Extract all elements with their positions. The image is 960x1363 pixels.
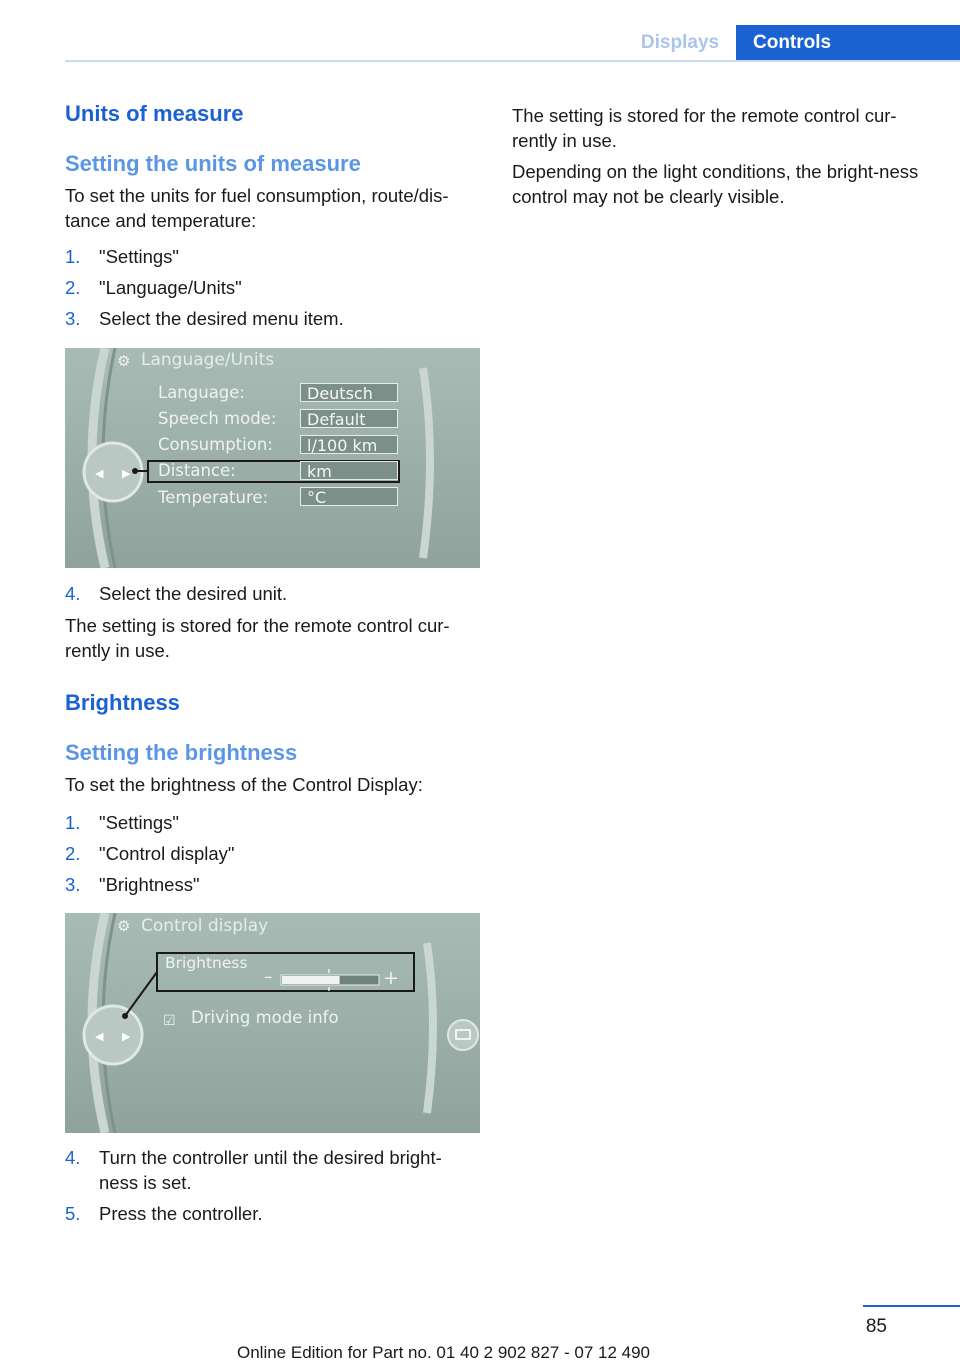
step-number: 5. [65,1203,81,1224]
step-text: "Settings" [99,246,179,267]
svg-text:⚙: ⚙ [117,352,131,370]
language-units-screenshot [65,348,480,568]
step-number: 3. [65,874,81,895]
screen-title: Control display [141,916,269,936]
step-text: Turn the controller until the desired bright-ness is set. [99,1147,442,1193]
setting-value-consumption[interactable]: l/100 km [300,435,398,454]
edition-footer: Online Edition for Part no. 01 40 2 902 827 - 07 12 490 [237,1343,651,1362]
setting-label-distance: Distance: [158,461,236,480]
right-column [512,103,927,209]
list-item [65,872,480,897]
units-steps-cont [65,581,480,606]
screen-title: Language/Units [141,350,275,370]
setting-label-language: Language: [158,383,245,402]
step-text: "Settings" [99,812,179,833]
footer-divider [863,1305,960,1307]
svg-text:▶: ▶ [122,467,131,480]
brightness-minus[interactable]: – [264,967,273,987]
step-number: 2. [65,277,81,298]
brightness-label: Brightness [165,954,248,972]
brightness-subheading: Setting the brightness [65,740,298,765]
svg-text:☑: ☑ [163,1013,176,1029]
list-item [65,841,480,866]
setting-label-consumption: Consumption: [158,435,273,454]
svg-text:◀: ◀ [95,467,104,480]
left-column [65,100,480,1226]
units-heading: Units of measure [65,101,244,126]
step-text: "Brightness" [99,874,200,895]
units-steps [65,244,480,331]
step-text: "Language/Units" [99,277,242,298]
brightness-steps-cont [65,1145,480,1226]
brightness-intro: To set the brightness of the Control Display: [65,774,423,795]
units-intro: To set the units for fuel consumption, route/dis-tance and temperature: [65,185,449,231]
step-number: 1. [65,246,81,267]
brightness-plus[interactable]: + [383,967,399,989]
list-item [65,581,480,606]
tab-displays[interactable]: Displays [640,32,720,53]
setting-label-temperature: Temperature: [158,488,269,507]
step-text: Select the desired menu item. [99,308,344,329]
right-note-remote: The setting is stored for the remote control cur-rently in use. [512,105,897,151]
step-text: Press the controller. [99,1203,263,1224]
list-item [65,810,480,835]
step-number: 3. [65,308,81,329]
screen-frame-graphic [65,348,480,568]
list-item [65,306,480,331]
list-item [65,244,480,269]
units-note: The setting is stored for the remote control cur-rently in use. [65,615,450,661]
svg-text:⚙: ⚙ [117,917,131,935]
list-item [65,1201,480,1226]
header-divider [65,60,960,62]
list-item [65,1145,480,1195]
svg-text:▶: ▶ [122,1030,131,1043]
setting-value-temperature[interactable]: °C [300,487,398,506]
brightness-heading: Brightness [65,690,180,715]
step-text: "Control display" [99,843,235,864]
driving-mode-info-item[interactable]: Driving mode info [191,1008,339,1027]
units-subheading: Setting the units of measure [65,151,361,176]
svg-text:◀: ◀ [95,1030,104,1043]
setting-label-speech-mode: Speech mode: [158,409,277,428]
setting-value-language[interactable]: Deutsch [300,383,398,402]
setting-value-speech-mode[interactable]: Default [300,409,398,428]
brightness-slider-fill [282,976,340,984]
step-number: 4. [65,1147,81,1168]
right-note-brightness: Depending on the light conditions, the bright-ness control may not be clearly visible. [512,161,919,207]
step-number: 2. [65,843,81,864]
step-text: Select the desired unit. [99,583,288,604]
list-item [65,275,480,300]
brightness-steps [65,810,480,897]
step-number: 4. [65,583,81,604]
tab-controls[interactable]: Controls [736,25,960,61]
step-number: 1. [65,812,81,833]
page-number: 85 [865,1316,887,1337]
setting-value-distance[interactable]: km [300,461,398,480]
control-display-screenshot [65,913,480,1133]
